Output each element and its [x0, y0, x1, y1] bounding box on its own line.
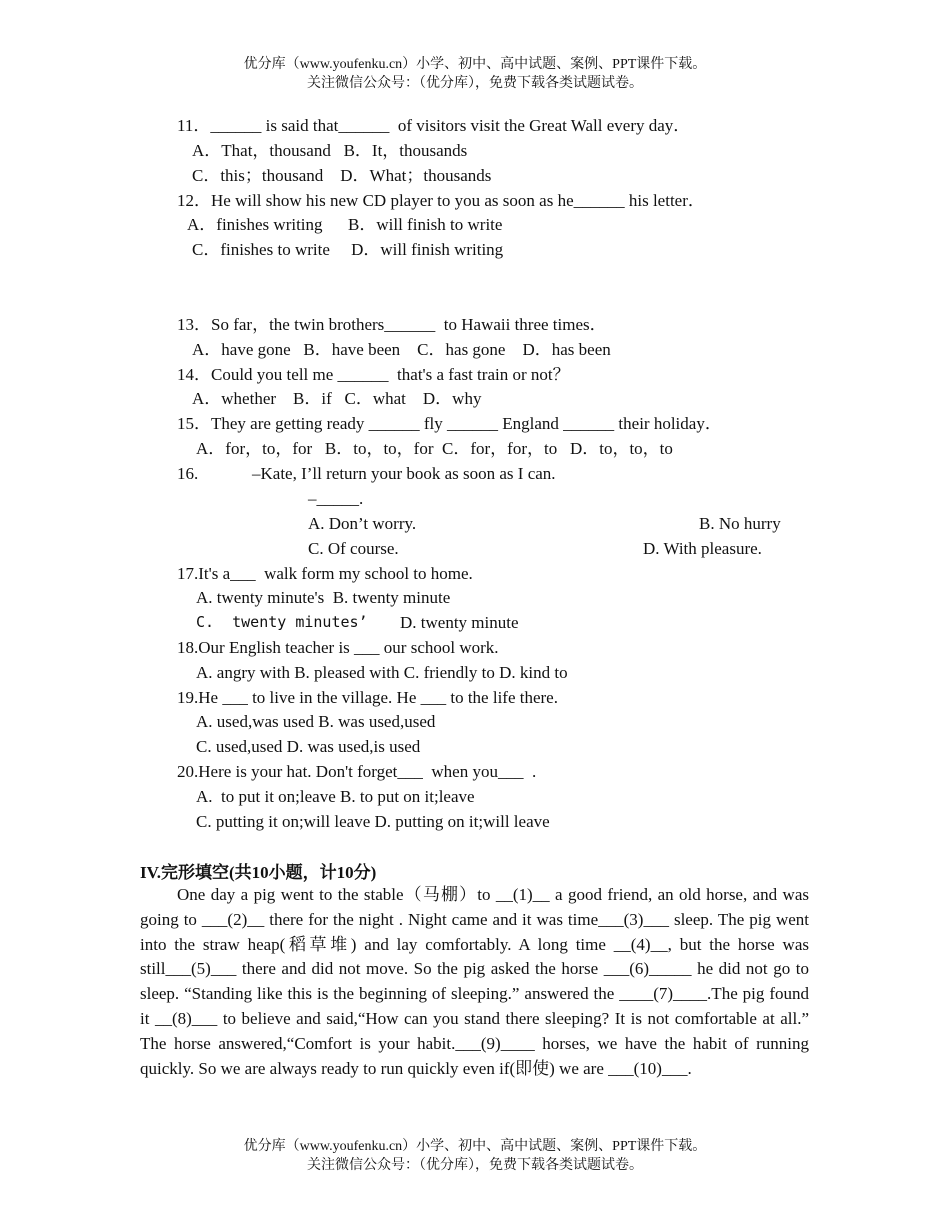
question-16-number: 16.: [177, 464, 199, 483]
cloze-passage: One day a pig went to the stable（马棚）to __(1)__ a good friend, an old horse, and was going to ___(2)__ there for the night . Night came and it was time___(3)___ sleep. The pig went into the straw heap(稻草堆) and lay comfortably. A long time __(4)__, but the horse was still___(5)___ there and did not move. So the pig asked the horse ___(6)_____ he did not go to sleep. “Standing like this is the beginning of sleeping.” answered the ____(7)____.The pig found it __(8)___ to believe and said,“How can you stand there sleeping? It is not comfortable at all.” The horse answered,“Comfort is your habit.___(9)____ horses, we have the habit of running quickly. So we are always ready to run quickly even if(即使) we are ___(10)___.: [140, 885, 809, 1078]
question-20-stem: 20.Here is your hat. Don't forget___ when you___ .: [177, 762, 537, 781]
question-16-stem: –Kate, I’ll return your book as soon as I can.: [252, 464, 556, 483]
question-12-options-1: A．finishes writing B．will finish to write: [187, 215, 503, 234]
question-13-options: A．have gone B．have been C．has gone D．has been: [192, 340, 611, 359]
section-4-title: IV.完形填空(共10小题，计10分): [140, 863, 377, 882]
question-11-options-1: A．That，thousand B．It，thousands: [192, 141, 468, 160]
question-12-stem: 12．He will show his new CD player to you as soon as he______ his letter．: [177, 191, 705, 210]
question-11-stem: 11．______ is said that______ of visitors visit the Great Wall every day．: [177, 116, 691, 135]
question-15-options: A．for，to，for B．to，to，for C．for，for，to D．to，to，to: [196, 439, 673, 458]
question-16-reply: –_____.: [308, 489, 364, 508]
question-15-stem: 15．They are getting ready ______ fly ______ England ______ their holiday．: [177, 414, 722, 433]
page-footer: [0, 1137, 950, 1175]
question-17-options-1: A. twenty minute's B. twenty minute: [196, 588, 451, 607]
question-16-option-c: C. Of course.: [308, 539, 399, 558]
question-20-options-2: C. putting it on;will leave D. putting on it;will leave: [196, 812, 550, 831]
header-line-1: 优分库（www.youfenku.cn）小学、初中、高中试题、案例、PPT课件下载。: [243, 57, 707, 72]
footer-line-1: 优分库（www.youfenku.cn）小学、初中、高中试题、案例、PPT课件下载。: [243, 1139, 707, 1154]
question-19-stem: 19.He ___ to live in the village. He ___ to the life there.: [177, 688, 558, 707]
question-16-option-d: D. With pleasure.: [643, 539, 762, 558]
question-11-options-2: C．this；thousand D．What；thousands: [192, 166, 492, 185]
question-20-options-1: A. to put it on;leave B. to put on it;leave: [196, 787, 475, 806]
question-19-options-1: A. used,was used B. was used,used: [196, 712, 436, 731]
footer-line-2: 关注微信公众号：（优分库），免费下载各类试题试卷。: [307, 1158, 643, 1173]
question-12-options-2: C．finishes to write D．will finish writing: [192, 240, 504, 259]
question-14-options: A．whether B．if C．what D．why: [192, 389, 482, 408]
question-18-options: A. angry with B. pleased with C. friendly to D. kind to: [196, 663, 568, 682]
question-16-option-a: A. Don’t worry.: [308, 514, 417, 533]
question-17-option-c: C. twenty minutes’: [196, 613, 368, 631]
question-18-stem: 18.Our English teacher is ___ our school work.: [177, 638, 499, 657]
question-14-stem: 14．Could you tell me ______ that's a fast train or not？: [177, 365, 570, 384]
question-17-option-d: D. twenty minute: [400, 613, 519, 632]
question-17-stem: 17.It's a___ walk form my school to home.: [177, 564, 473, 583]
header-line-2: 关注微信公众号：（优分库），免费下载各类试题试卷。: [307, 76, 643, 91]
question-13-stem: 13．So far，the twin brothers______ to Hawaii three times．: [177, 315, 607, 334]
question-16-option-b: B. No hurry: [699, 514, 781, 533]
question-19-options-2: C. used,used D. was used,is used: [196, 737, 421, 756]
